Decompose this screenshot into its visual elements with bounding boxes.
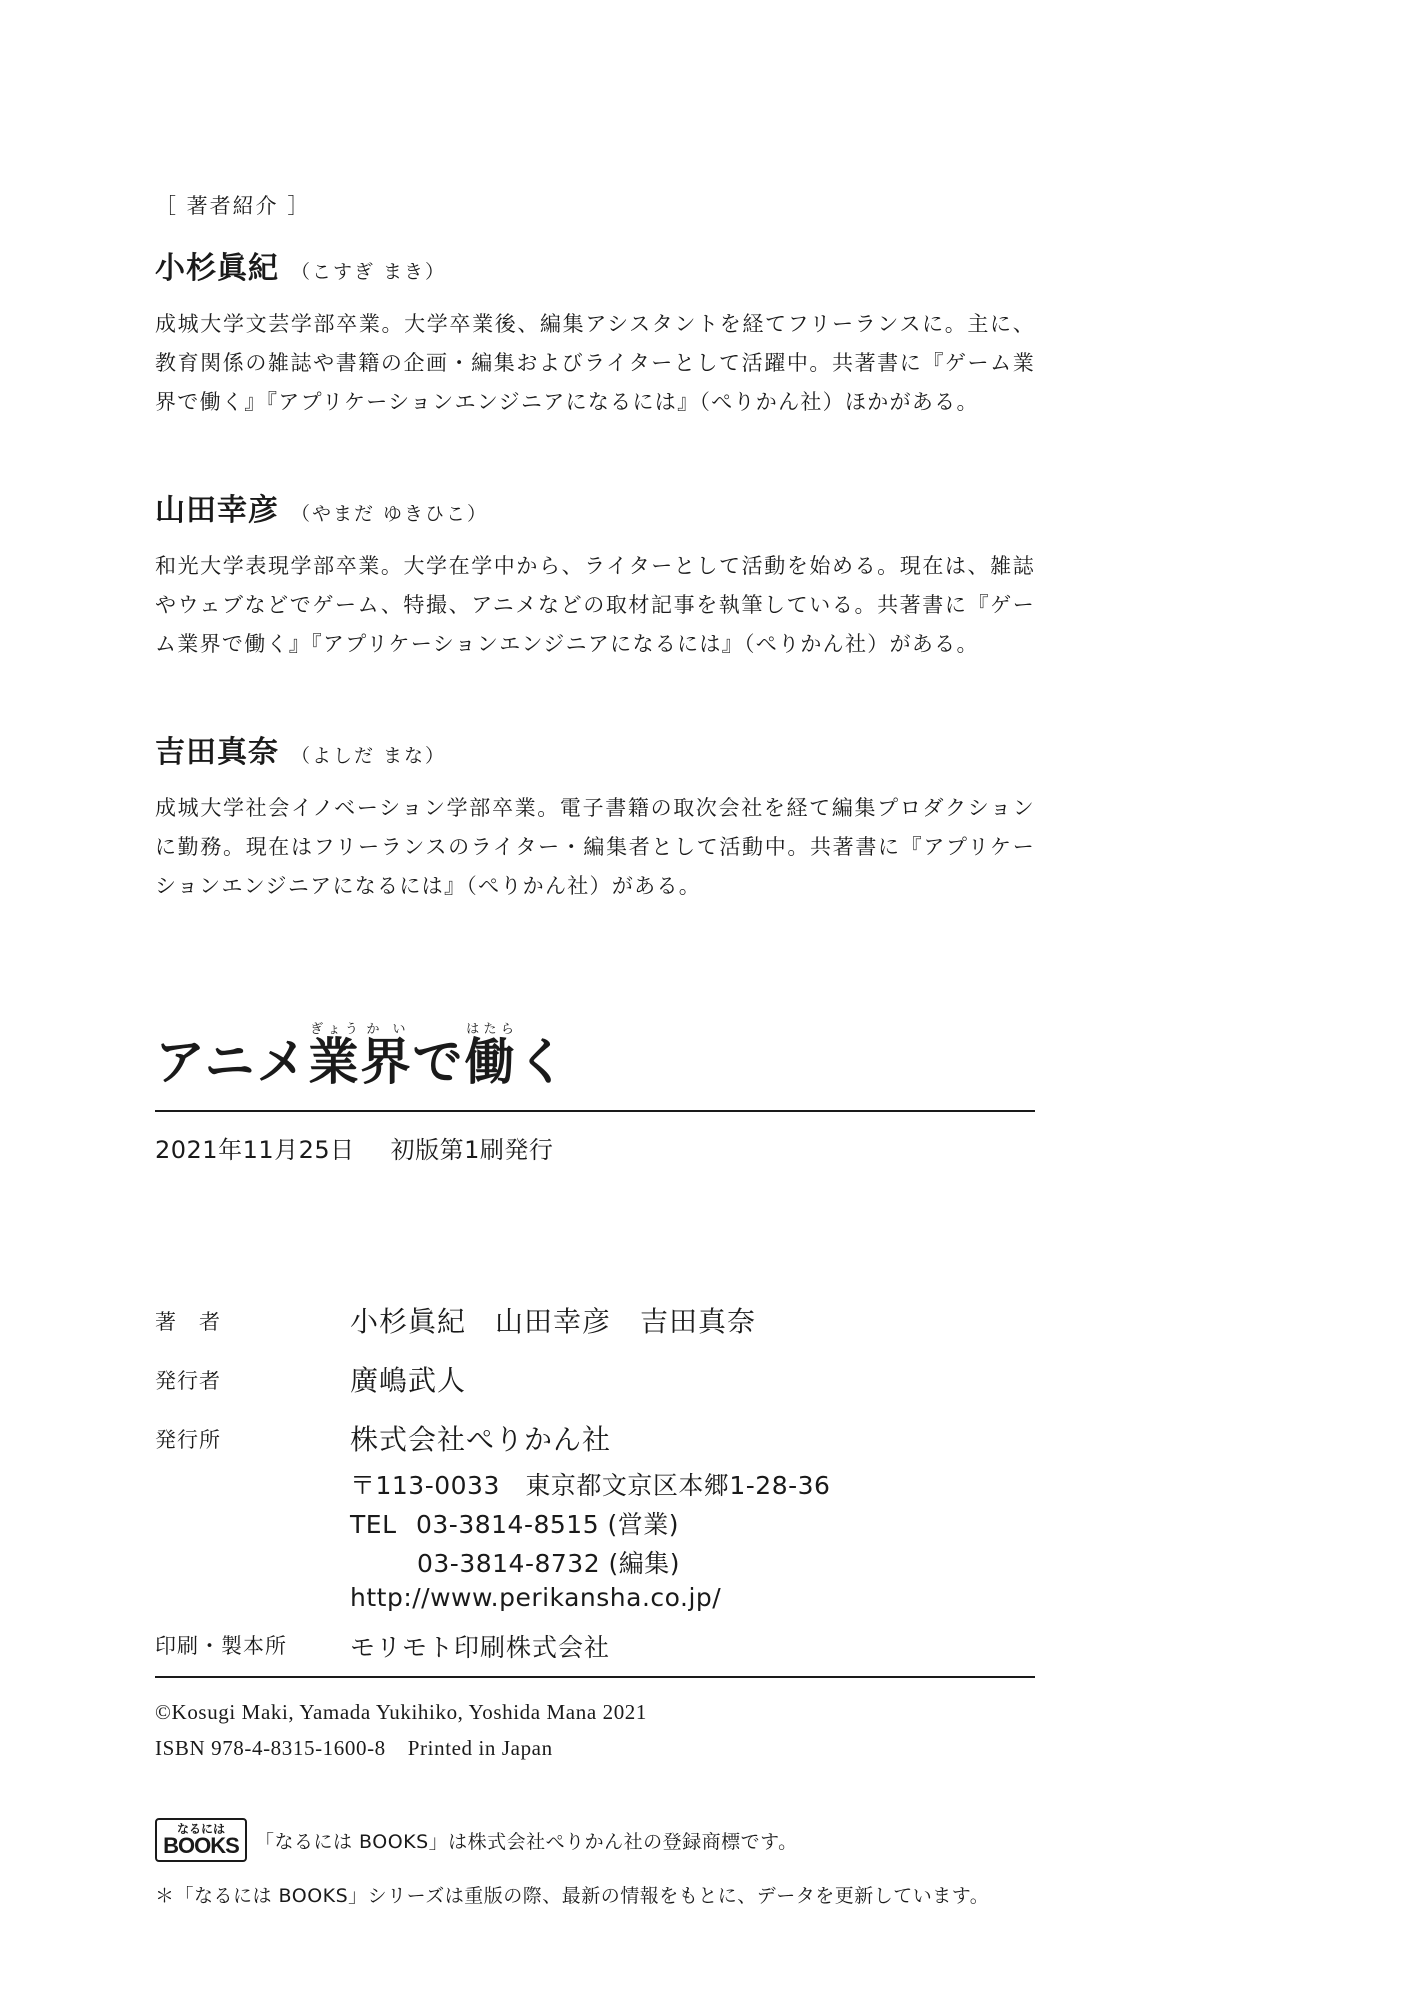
- author-name: 吉田真奈: [155, 735, 279, 770]
- author-entry: [155, 485, 1035, 664]
- title-kanji-hataraku: 働: [464, 1033, 517, 1091]
- isbn-line: [155, 1730, 647, 1766]
- tel-sales: 03-3814-8515 (営業): [416, 1510, 680, 1539]
- book-title: [155, 1022, 1035, 1097]
- edition-text: 初版第1刷発行: [390, 1136, 554, 1164]
- furigana-hataraku: はたら: [464, 1022, 517, 1037]
- author-name-row: [155, 485, 1035, 529]
- tel-label: TEL: [350, 1510, 397, 1539]
- title-divider: [155, 1110, 1035, 1112]
- isbn: ISBN 978-4-8315-1600-8: [155, 1736, 386, 1760]
- printing-label: 印刷・製本所: [155, 1634, 287, 1658]
- title-kanji-kai: 界: [360, 1033, 413, 1091]
- publisher-url: http://www.perikansha.co.jp/: [350, 1583, 722, 1612]
- naruniwa-books-logo: [155, 1818, 247, 1862]
- author-entry: [155, 243, 1035, 422]
- postal-address: 〒113-0033 東京都文京区本郷1-28-36: [350, 1471, 831, 1500]
- author-name: 小杉眞紀: [155, 251, 279, 286]
- tel-sales-line: [350, 1505, 679, 1541]
- office-value: 株式会社ぺりかん社: [350, 1423, 612, 1456]
- issue-date: 2021年11月25日: [155, 1136, 355, 1164]
- publication-date: [155, 1130, 553, 1165]
- copyright-line: ©Kosugi Maki, Yamada Yukihiko, Yoshida Mana 2021: [155, 1700, 647, 1724]
- author-bio: 和光大学表現学部卒業。大学在学中から、ライターとして活動を始める。現在は、雑誌やウェブなどでゲーム、特撮、アニメなどの取材記事を執筆している。共著書に『ゲーム業界で働く』『アプリケーションエンジニアになるには』（ぺりかん社）がある。: [155, 554, 1035, 656]
- logo-top-text: なるには: [176, 1822, 225, 1836]
- office-label: 発行所: [155, 1428, 221, 1452]
- author-intro-heading: ［ 著者紹介 ］: [155, 194, 311, 218]
- author-reading: （やまだ ゆきひこ）: [291, 503, 489, 525]
- author-name-row: [155, 727, 1035, 771]
- author-value: 小杉眞紀 山田幸彦 吉田真奈: [350, 1305, 757, 1338]
- printed-in: Printed in Japan: [407, 1736, 553, 1760]
- series-update-note: ＊「なるには BOOKS」シリーズは重版の際、最新の情報をもとに、データを更新しています。: [155, 1885, 990, 1907]
- author-label: 著 者: [155, 1310, 221, 1334]
- title-particle: で: [412, 1033, 465, 1091]
- tel-editorial: 03-3814-8732 (編集): [417, 1549, 681, 1578]
- copyright-block: [155, 1694, 647, 1766]
- author-name: 山田幸彦: [155, 493, 279, 528]
- copyright-divider: [155, 1676, 1035, 1678]
- furigana-kai: かい: [360, 1022, 413, 1037]
- printing-value: モリモト印刷株式会社: [350, 1633, 611, 1662]
- title-prefix: アニメ: [155, 1033, 309, 1091]
- book-title-block: [155, 1022, 1035, 1097]
- title-ruby-gyou: [308, 1022, 361, 1091]
- furigana-gyou: ぎょう: [308, 1022, 361, 1037]
- title-suffix: く: [516, 1033, 569, 1091]
- trademark-notice: 「なるには BOOKS」は株式会社ぺりかん社の登録商標です。: [255, 1831, 798, 1853]
- author-entry: [155, 727, 1035, 906]
- author-reading: （よしだ まな）: [291, 745, 447, 767]
- colophon-page: [155, 0, 1035, 2000]
- publisher-label: 発行者: [155, 1369, 221, 1393]
- title-ruby-kai: [360, 1022, 413, 1091]
- author-bio: 成城大学文芸学部卒業。大学卒業後、編集アシスタントを経てフリーランスに。主に、教育関係の雑誌や書籍の企画・編集およびライターとして活躍中。共著書に『ゲーム業界で働く』『アプリケーションエンジニアになるには』（ぺりかん社）ほかがある。: [155, 312, 1035, 414]
- title-ruby-hataraku: [464, 1022, 517, 1091]
- logo-bottom-text: BOOKS: [163, 1833, 239, 1858]
- author-bio: 成城大学社会イノベーション学部卒業。電子書籍の取次会社を経て編集プロダクションに勤務。現在はフリーランスのライター・編集者として活動中。共著書に『アプリケーションエンジニアになるには』（ぺりかん社）がある。: [155, 796, 1035, 898]
- publisher-value: 廣嶋武人: [350, 1364, 467, 1397]
- author-name-row: [155, 243, 1035, 287]
- author-reading: （こすぎ まき）: [291, 261, 447, 283]
- title-kanji-gyou: 業: [308, 1033, 361, 1091]
